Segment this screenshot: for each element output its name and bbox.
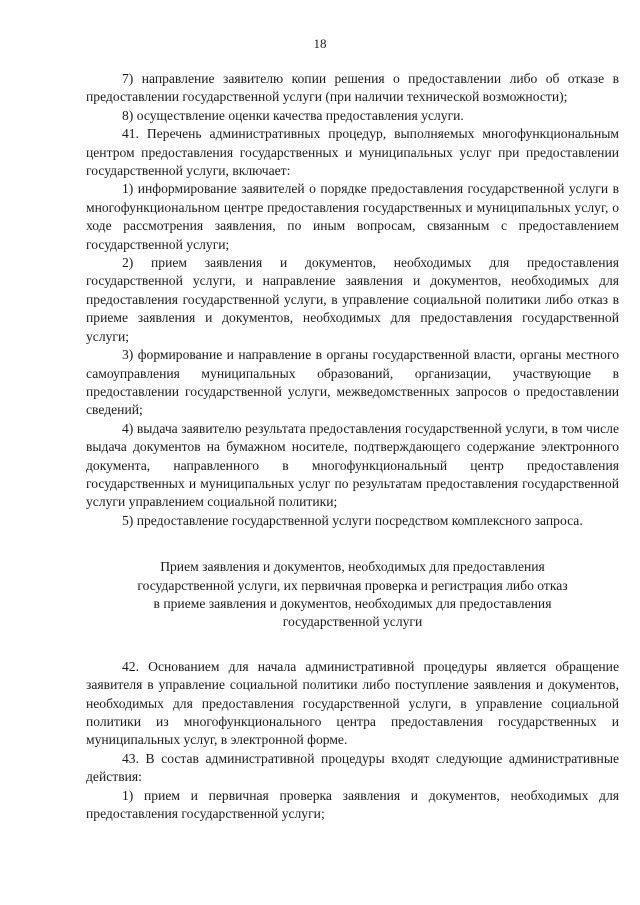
paragraph-item-7: 7) направление заявителю копии решения о предоставлении либо об отказе в предоставлении государственной услуги (при наличии технической возможности); (86, 71, 619, 105)
section-heading (86, 558, 619, 632)
section-heading-line: государственной услуги, их первичная проверка и регистрация либо отказ (137, 577, 568, 593)
paragraph-item-8: 8) осуществление оценки качества предоставления услуги. (122, 107, 464, 123)
page-number: 18 (313, 36, 327, 51)
section-heading-line: Прием заявления и документов, необходимых для предоставления (160, 559, 545, 575)
section-heading-line: государственной услуги (282, 614, 423, 630)
paragraph-41-item-4: 4) выдача заявителю результата предоставления государственной услуги, в том числе выдача документов на бумажном носителе, подтверждающего содержание электронного документа, направленного в многофункциональный центр предоставления государственных и муниципальных услуг по результатам предоставления государственной услуги управлением социальной политики; (86, 420, 619, 510)
paragraph-clause-41: 41. Перечень административных процедур, выполняемых многофункциональным центром предоставления государственных и муниципальных услуг при предоставлении государственной услуги, включает: (86, 126, 619, 179)
paragraph-41-item-1: 1) информирование заявителей о порядке предоставления государственной услуги в многофункциональном центре предоставления государственных и муниципальных услуг, о ходе рассмотрения заявления, по иным вопросам, связанным с предоставлением государственной услуги; (86, 181, 619, 252)
section-heading-line: в приеме заявления и документов, необходимых для предоставления (153, 595, 552, 611)
paragraph-41-item-5: 5) предоставление государственной услуги посредством комплексного запроса. (122, 512, 583, 528)
document-body (86, 70, 619, 823)
paragraph-clause-43: 43. В состав административной процедуры входят следующие административные действия: (86, 750, 619, 785)
paragraph-41-item-2: 2) прием заявления и документов, необходимых для предоставления государственной услуги, и направление заявления и документов, необходимых для предоставления государственной услуги, в управление социальной политики либо отказ в приеме заявления и документов, необходимых для предоставления государственной услуги; (86, 255, 619, 344)
paragraph-41-item-3: 3) формирование и направление в органы государственной власти, органы местного самоуправления муниципальных образований, организации, участвующие в предоставлении государственной услуги, межведомственных запросов о предоставлении сведений; (86, 347, 619, 418)
paragraph-43-item-1: 1) прием и первичная проверка заявления и документов, необходимых для предоставления государственной услуги; (86, 787, 619, 822)
paragraph-clause-42: 42. Основанием для начала административной процедуры является обращение заявителя в управление социальной политики либо поступление заявления и документов, необходимых для предоставления государственной услуги, в управление социальной политики из многофункционального центра предоставления государственных и муниципальных услуг, в электронной форме. (86, 658, 619, 748)
